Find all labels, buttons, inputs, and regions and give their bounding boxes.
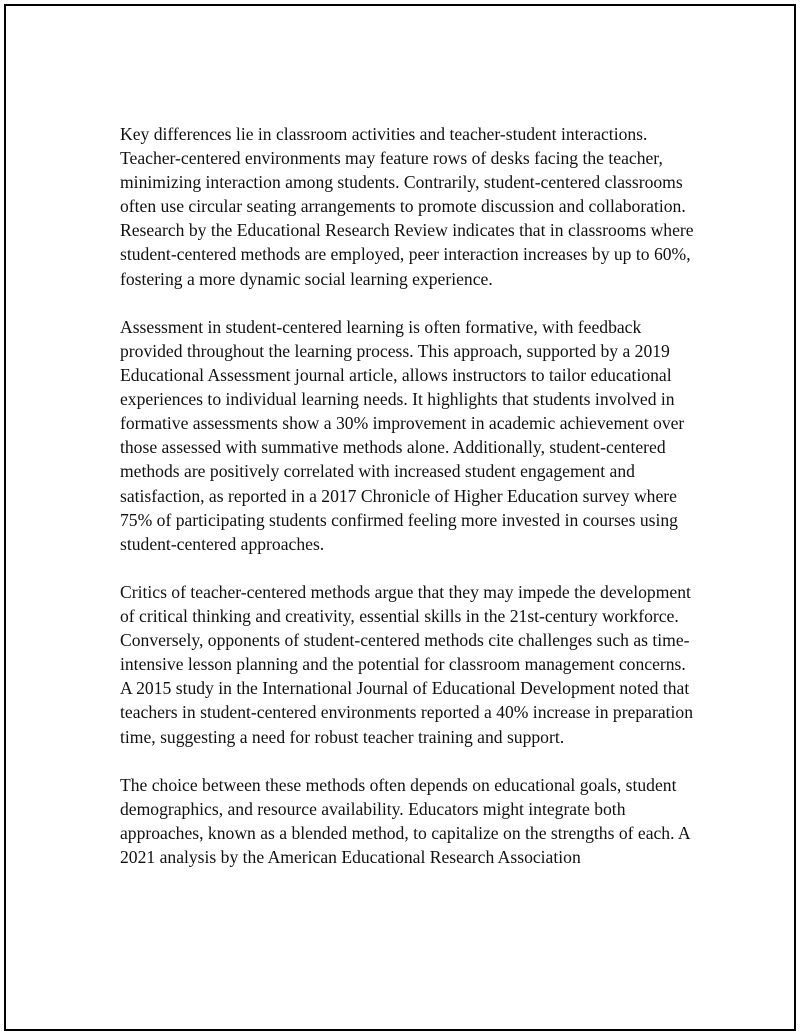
paragraph-classroom-interactions: Key differences lie in classroom activities and teacher-student interactions. Teacher-centered environments may feature rows of desks facing the teacher, minimizing interaction among students. Contrarily, student-centered classrooms often use circular seating arrangements to promote discussion and collaboration. Research by the Educational Research Review indicates that in classrooms where student-centered methods are employed, peer interaction increases by up to 60%, fostering a more dynamic social learning experience. bbox=[120, 124, 694, 289]
page-frame bbox=[4, 4, 796, 1031]
paragraph-choice-blended-method: The choice between these methods often depends on educational goals, student demographics, and resource availability. Educators might integrate both approaches, known as a blended method, to capitalize on the strengths of each. A 2021 analysis by the American Educational Research Association bbox=[120, 774, 690, 868]
paragraph-critics: Critics of teacher-centered methods argue that they may impede the development of critical thinking and creativity, essential skills in the 21st-century workforce. Conversely, opponents of student-centered methods cite challenges such as time-intensive lesson planning and the potential for classroom management concerns. A 2015 study in the International Journal of Educational Development noted that teachers in student-centered environments reported a 40% increase in preparation time, suggesting a need for robust teacher training and support. bbox=[120, 581, 694, 747]
paragraph-assessment: Assessment in student-centered learning is often formative, with feedback provided throughout the learning process. This approach, supported by a 2019 Educational Assessment journal article, allows instructors to tailor educational experiences to individual learning needs. It highlights that students involved in formative assessments show a 30% improvement in academic achievement over those assessed with summative methods alone. Additionally, student-centered methods are positively correlated with increased student engagement and satisfaction, as reported in a 2017 Chronicle of Higher Education survey where 75% of participating students confirmed feeling more invested in courses using student-centered approaches. bbox=[120, 316, 685, 554]
document-body bbox=[120, 122, 698, 893]
